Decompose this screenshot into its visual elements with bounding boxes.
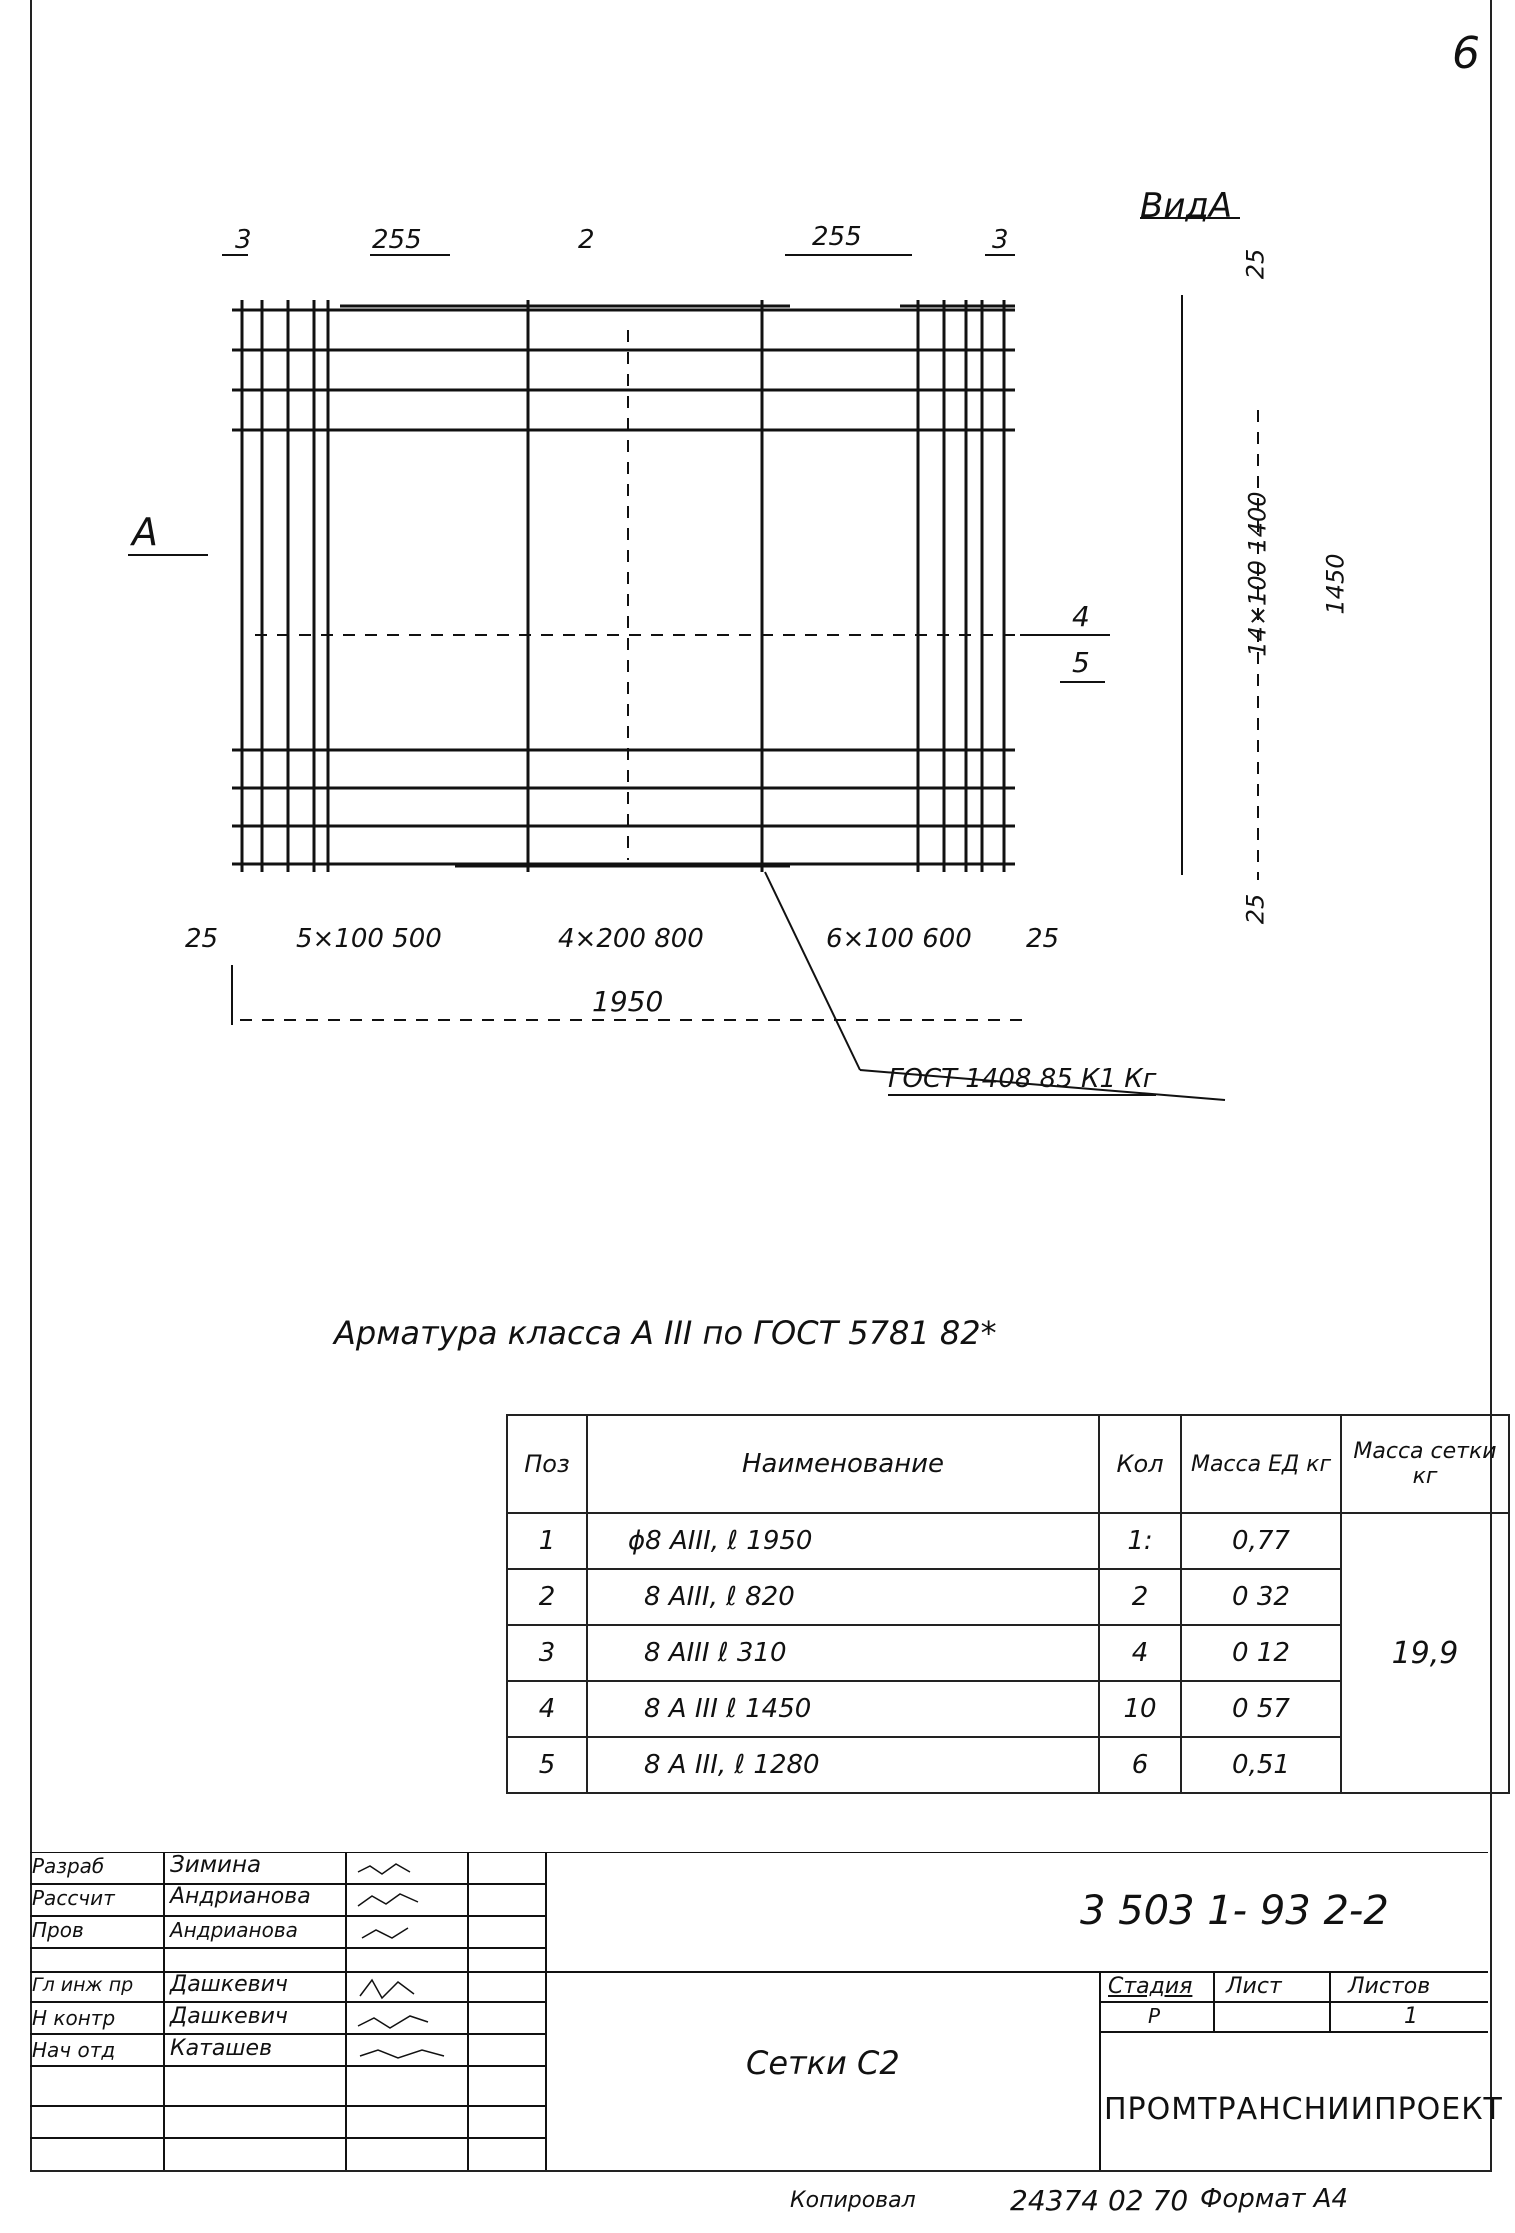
stage-value: Р <box>1148 2004 1161 2028</box>
row-name: 8 А III, ℓ 1280 <box>587 1737 1099 1793</box>
row-qty: 6 <box>1099 1737 1181 1793</box>
role-name: Зимина <box>170 1852 262 1878</box>
col-unit-mass: Масса ЕД кг <box>1181 1415 1341 1513</box>
bottom-dim-5: 25 <box>1026 924 1060 954</box>
role-label: Пров <box>32 1918 84 1942</box>
overall-width: 1950 <box>592 985 664 1018</box>
stage-label: Стадия <box>1108 1974 1193 1999</box>
bottom-dim-1: 25 <box>185 924 219 954</box>
top-dim-4: 255 <box>812 222 862 252</box>
col-name: Наименование <box>587 1415 1099 1513</box>
doc-code: 3 503 1- 93 2-2 <box>1080 1888 1389 1934</box>
top-dim-2: 255 <box>372 225 422 255</box>
role-name: Андрианова <box>170 1884 311 1909</box>
side-dim-top: 25 <box>1241 248 1270 280</box>
sheet-label: Лист <box>1226 1974 1282 1999</box>
row-name: ϕ8 АIII, ℓ 1950 <box>587 1513 1099 1569</box>
role-label: Н контр <box>32 2006 116 2030</box>
row-qty: 2 <box>1099 1569 1181 1625</box>
row-qty: 4 <box>1099 1625 1181 1681</box>
total-mass: 19,9 <box>1341 1513 1509 1793</box>
row-name: 8 АIII, ℓ 820 <box>587 1569 1099 1625</box>
side-dim-mid: 14×100 1400 <box>1243 491 1272 657</box>
side-dim-total: 1450 <box>1321 553 1350 615</box>
page-number: 6 <box>1452 28 1480 79</box>
row-name: 8 А III ℓ 1450 <box>587 1681 1099 1737</box>
role-name: Дашкевич <box>170 1972 288 1997</box>
footer-code: 24374 02 70 <box>1010 2184 1189 2217</box>
title-block <box>30 1852 1503 2170</box>
role-label: Нач отд <box>32 2038 116 2062</box>
row-mass: 0 57 <box>1181 1681 1341 1737</box>
top-dim-5: 3 <box>992 225 1009 255</box>
role-label: Гл инж пр <box>32 1974 134 1996</box>
row-name: 8 АIII ℓ 310 <box>587 1625 1099 1681</box>
row-qty: 1: <box>1099 1513 1181 1569</box>
role-label: Разраб <box>32 1854 105 1878</box>
role-name: Каташев <box>170 2036 273 2061</box>
col-qty: Кол <box>1099 1415 1181 1513</box>
view-label: ВидА <box>1140 186 1233 226</box>
callout-5: 5 <box>1072 646 1090 679</box>
row-pos: 1 <box>507 1513 587 1569</box>
top-dim-3: 2 <box>578 225 595 255</box>
role-label: Рассчит <box>32 1886 115 1910</box>
sheets-value: 1 <box>1404 2004 1418 2029</box>
row-mass: 0,77 <box>1181 1513 1341 1569</box>
role-name: Андрианова <box>170 1918 298 1942</box>
row-pos: 3 <box>507 1625 587 1681</box>
row-pos: 5 <box>507 1737 587 1793</box>
table-row <box>507 1513 1509 1569</box>
role-name: Дашкевич <box>170 2004 288 2029</box>
top-dim-1: 3 <box>235 225 252 255</box>
footer-format: Формат А4 <box>1200 2184 1349 2214</box>
reinforcement-note: Арматура класса А III по ГОСТ 5781 82* <box>334 1314 997 1352</box>
col-pos: Поз <box>507 1415 587 1513</box>
side-dim-bottom: 25 <box>1241 893 1270 925</box>
row-mass: 0 32 <box>1181 1569 1341 1625</box>
bottom-dim-4: 6×100 600 <box>826 924 972 954</box>
row-mass: 0,51 <box>1181 1737 1341 1793</box>
col-mesh-mass: Масса сетки кг <box>1341 1415 1509 1513</box>
row-qty: 10 <box>1099 1681 1181 1737</box>
sheets-label: Листов <box>1348 1974 1431 1999</box>
standard-ref: ГОСТ 1408 85 К1 Кг <box>888 1064 1157 1094</box>
bottom-dim-2: 5×100 500 <box>296 924 442 954</box>
footer-copied-label: Копировал <box>790 2188 916 2213</box>
organization: ПРОМТРАНСНИИПРОЕКТ <box>1104 2092 1503 2127</box>
row-pos: 4 <box>507 1681 587 1737</box>
row-pos: 2 <box>507 1569 587 1625</box>
signatures <box>348 1852 468 2066</box>
row-mass: 0 12 <box>1181 1625 1341 1681</box>
bottom-dim-3: 4×200 800 <box>558 924 704 954</box>
spec-table <box>506 1414 1510 1794</box>
section-marker: A <box>132 510 158 554</box>
sheet-title: Сетки С2 <box>746 2044 900 2082</box>
callout-4: 4 <box>1072 600 1090 633</box>
